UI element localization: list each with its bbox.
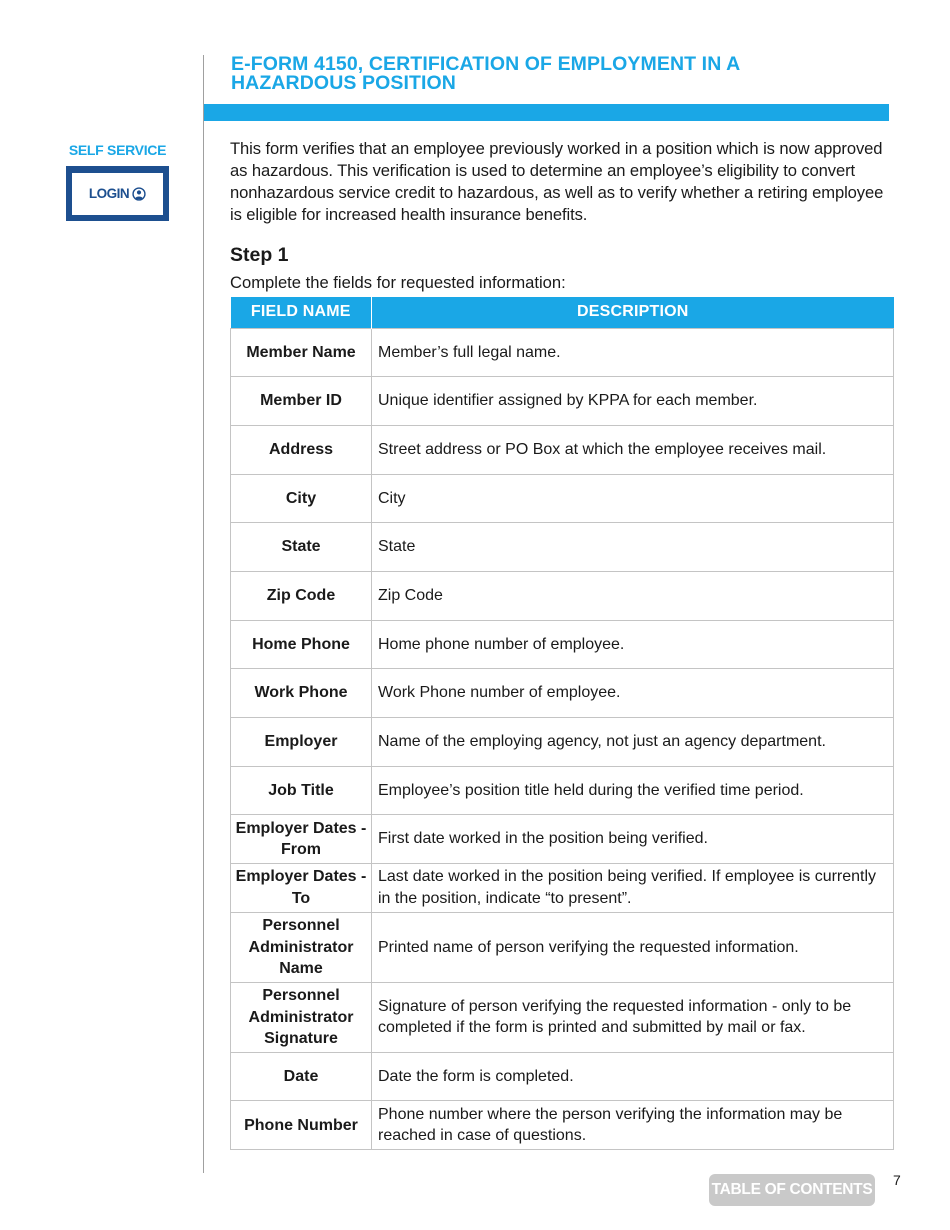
table-row — [231, 523, 894, 572]
field-description-cell: Street address or PO Box at which the employee receives mail. — [372, 425, 894, 474]
field-name-cell: City — [231, 474, 372, 523]
field-description-cell: Name of the employing agency, not just an agency department. — [372, 718, 894, 767]
field-name-cell: Work Phone — [231, 669, 372, 718]
table-of-contents-button[interactable]: TABLE OF CONTENTS — [709, 1174, 875, 1206]
page-title-line-1: E-FORM 4150, CERTIFICATION OF EMPLOYMENT IN A — [231, 53, 741, 75]
field-name-cell: Personnel Administrator Name — [231, 912, 372, 982]
table-row — [231, 766, 894, 815]
field-description-cell: Work Phone number of employee. — [372, 669, 894, 718]
field-description-cell: Employee’s position title held during the verified time period. — [372, 766, 894, 815]
table-row — [231, 1101, 894, 1150]
field-description-cell: Date the form is completed. — [372, 1052, 894, 1101]
table-row — [231, 982, 894, 1052]
field-name-cell: Address — [231, 425, 372, 474]
field-description-cell: Phone number where the person verifying the information may be reached in case of questions. — [372, 1101, 894, 1150]
page-title — [231, 55, 871, 93]
field-description-cell: Printed name of person verifying the requested information. — [372, 912, 894, 982]
login-button[interactable] — [66, 166, 169, 221]
field-description-cell: First date worked in the position being verified. — [372, 815, 894, 864]
intro-paragraph: This form verifies that an employee previously worked in a position which is now approved as hazardous. This verification is used to determine an employee’s eligibility to convert nonhazardous service credit to hazardous, as well as to verify whether a retiring employee is eligible for increased health insurance benefits. — [230, 139, 884, 224]
table-row — [231, 1052, 894, 1101]
table-row — [231, 815, 894, 864]
field-name-cell: Date — [231, 1052, 372, 1101]
field-name-cell: Member ID — [231, 377, 372, 426]
vertical-divider — [203, 55, 204, 1173]
field-name-cell: Employer Dates - To — [231, 864, 372, 913]
field-description-cell: Last date worked in the position being verified. If employee is currently in the position, indicate “to present”. — [372, 864, 894, 913]
field-description-cell: City — [372, 474, 894, 523]
field-name-cell: Zip Code — [231, 571, 372, 620]
header-field-name: FIELD NAME — [231, 297, 372, 328]
field-description-cell: Signature of person verifying the requested information - only to be completed if the form is printed and submitted by mail or fax. — [372, 982, 894, 1052]
field-description-cell: State — [372, 523, 894, 572]
table-row — [231, 571, 894, 620]
field-name-cell: Employer Dates - From — [231, 815, 372, 864]
user-icon — [132, 187, 146, 201]
field-name-cell: Home Phone — [231, 620, 372, 669]
field-description-cell: Home phone number of employee. — [372, 620, 894, 669]
table-row — [231, 864, 894, 913]
field-name-cell: State — [231, 523, 372, 572]
table-row — [231, 620, 894, 669]
field-name-cell: Job Title — [231, 766, 372, 815]
self-service-label: SELF SERVICE — [68, 142, 167, 158]
table-row — [231, 912, 894, 982]
table-row — [231, 718, 894, 767]
field-description-cell: Member’s full legal name. — [372, 328, 894, 377]
login-label: LOGIN — [88, 186, 130, 201]
field-name-cell: Employer — [231, 718, 372, 767]
login-button-face — [71, 172, 164, 216]
table-row — [231, 474, 894, 523]
page-number: 7 — [893, 1172, 901, 1188]
field-name-cell: Personnel Administrator Signature — [231, 982, 372, 1052]
field-table — [230, 297, 894, 1150]
step-instructions: Complete the fields for requested information: — [230, 273, 566, 292]
table-row — [231, 328, 894, 377]
step-heading: Step 1 — [230, 244, 289, 266]
title-accent-bar — [204, 104, 889, 121]
table-row — [231, 669, 894, 718]
field-description-cell: Zip Code — [372, 571, 894, 620]
field-name-cell: Phone Number — [231, 1101, 372, 1150]
header-description: DESCRIPTION — [372, 297, 894, 328]
page-title-line-2: HAZARDOUS POSITION — [231, 72, 456, 94]
table-row — [231, 377, 894, 426]
table-header-row — [231, 297, 894, 328]
field-name-cell: Member Name — [231, 328, 372, 377]
field-description-cell: Unique identifier assigned by KPPA for each member. — [372, 377, 894, 426]
table-row — [231, 425, 894, 474]
